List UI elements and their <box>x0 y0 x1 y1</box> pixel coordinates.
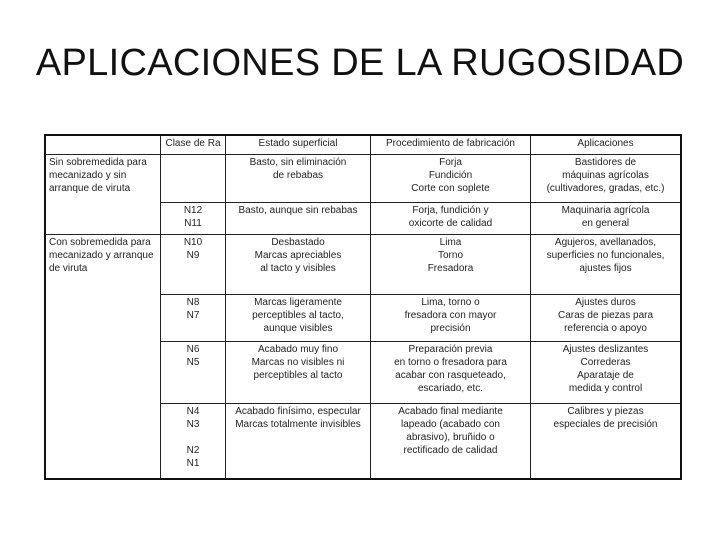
cell-line: Corte con soplete <box>411 183 490 194</box>
cell-line: Marcas ligeramente <box>254 297 342 308</box>
clase-cell <box>161 234 226 294</box>
cell-line: abrasivo), bruñido o <box>406 432 495 444</box>
cell-line: en torno o fresadora para <box>394 357 507 368</box>
procedimiento-cell <box>371 155 531 203</box>
aplicaciones-cell <box>531 342 682 404</box>
cell-line: acabar con rasqueteado, <box>395 370 506 381</box>
estado-cell <box>226 234 371 294</box>
procedimiento-cell <box>371 203 531 235</box>
table-row <box>45 155 681 203</box>
cell-line: Marcas no visibles ni <box>251 357 345 368</box>
header-estado: Estado superficial <box>226 135 371 155</box>
group-label: Sin sobremedida para mecanizado y sin arranque de viruta <box>45 155 161 235</box>
cell-line: al tacto y visibles <box>260 262 336 274</box>
cell-line: Acabado finísimo, especular <box>235 406 361 418</box>
cell-line: perceptibles al tacto <box>253 370 343 381</box>
aplicaciones-cell <box>531 155 682 203</box>
cell-line: Ajustes deslizantes <box>562 344 649 355</box>
cell-line: Acabado final mediante <box>398 406 503 418</box>
cell-line: (cultivadores, gradas, etc.) <box>546 183 665 194</box>
table-header-row <box>45 135 681 155</box>
cell-line: Agujeros, avellanados, <box>554 236 657 248</box>
header-aplicaciones: Aplicaciones <box>531 135 682 155</box>
cell-line: en general <box>581 218 630 230</box>
estado-cell <box>226 203 371 235</box>
table-row <box>45 234 681 294</box>
procedimiento-cell <box>371 404 531 479</box>
cell-line: N2 <box>186 445 200 457</box>
cell-line: N8 <box>186 297 200 308</box>
estado-cell <box>226 342 371 404</box>
cell-line: Acabado muy fino <box>257 344 339 355</box>
cell-line: N9 <box>186 249 200 261</box>
cell-line: Forja, fundición y <box>412 205 489 217</box>
cell-line: oxicorte de calidad <box>408 218 493 230</box>
cell-line: máquinas agrícolas <box>562 170 649 181</box>
aplicaciones-cell <box>531 234 682 294</box>
cell-line: Ajustes duros <box>575 297 636 308</box>
cell-line: rectificado de calidad <box>403 445 498 457</box>
cell-line: Torno <box>437 249 463 261</box>
cell-line: Preparación previa <box>408 344 493 355</box>
cell-line: N5 <box>186 357 200 368</box>
cell-line: N10 <box>183 236 203 248</box>
header-procedimiento: Procedimiento de fabricación <box>371 135 531 155</box>
cell-line: especiales de precisión <box>553 419 658 431</box>
clase-cell <box>161 295 226 342</box>
estado-cell <box>226 404 371 479</box>
cell-gap <box>164 431 222 444</box>
cell-line: N7 <box>186 310 200 321</box>
procedimiento-cell <box>371 342 531 404</box>
cell-line: N4 <box>186 406 200 418</box>
clase-cell <box>161 404 226 479</box>
cell-line: Fundición <box>428 170 473 181</box>
cell-line: referencia o apoyo <box>564 323 647 334</box>
cell-line: Fresadora <box>427 262 474 274</box>
cell-line: precisión <box>430 323 471 334</box>
cell-line: Forja <box>439 157 462 168</box>
cell-line: Bastidores de <box>574 157 637 168</box>
cell-line: perceptibles al tacto, <box>252 310 344 321</box>
cell-line: escariado, etc. <box>417 383 484 394</box>
cell-line: Marcas apreciables <box>254 249 342 261</box>
cell-line: Correderas <box>580 357 631 368</box>
cell-line: N6 <box>186 344 200 355</box>
clase-cell <box>161 342 226 404</box>
cell-line: Basto, aunque sin rebabas <box>238 205 358 217</box>
cell-line: medida y control <box>568 383 643 394</box>
slide-title: APLICACIONES DE LA RUGOSIDAD <box>35 42 685 84</box>
header-empty <box>45 135 161 155</box>
cell-line: Maquinaria agrícola <box>561 205 650 217</box>
cell-line: Lima, torno o <box>421 297 480 308</box>
roughness-table <box>44 134 682 480</box>
cell-line: N12 <box>183 205 203 217</box>
clase-cell <box>161 203 226 235</box>
procedimiento-cell <box>371 295 531 342</box>
procedimiento-cell <box>371 234 531 294</box>
cell-line: Desbastado <box>271 236 325 248</box>
aplicaciones-cell <box>531 295 682 342</box>
group-label: Con sobremedida para mecanizado y arranque de viruta <box>45 234 161 479</box>
cell-line: N3 <box>186 419 200 431</box>
cell-line: N1 <box>186 458 200 470</box>
cell-line: de rebabas <box>272 170 324 181</box>
cell-line: Aparataje de <box>577 370 634 381</box>
cell-line: superficies no funcionales, <box>546 249 665 261</box>
estado-cell <box>226 295 371 342</box>
header-clase: Clase de Ra <box>161 135 226 155</box>
cell-line: Lima <box>439 236 462 248</box>
aplicaciones-cell <box>531 203 682 235</box>
aplicaciones-cell <box>531 404 682 479</box>
cell-line: Marcas totalmente invisibles <box>235 419 361 431</box>
cell-line: Basto, sin eliminación <box>249 157 347 168</box>
cell-line: fresadora con mayor <box>404 310 497 321</box>
cell-line: Calibres y piezas <box>567 406 644 418</box>
cell-line: lapeado (acabado con <box>401 419 500 431</box>
cell-line: ajustes fijos <box>579 262 632 274</box>
cell-line: aunque visibles <box>263 323 333 334</box>
cell-line: N11 <box>184 218 202 230</box>
clase-cell <box>161 155 226 203</box>
estado-cell <box>226 155 371 203</box>
cell-line: Caras de piezas para <box>557 310 654 321</box>
